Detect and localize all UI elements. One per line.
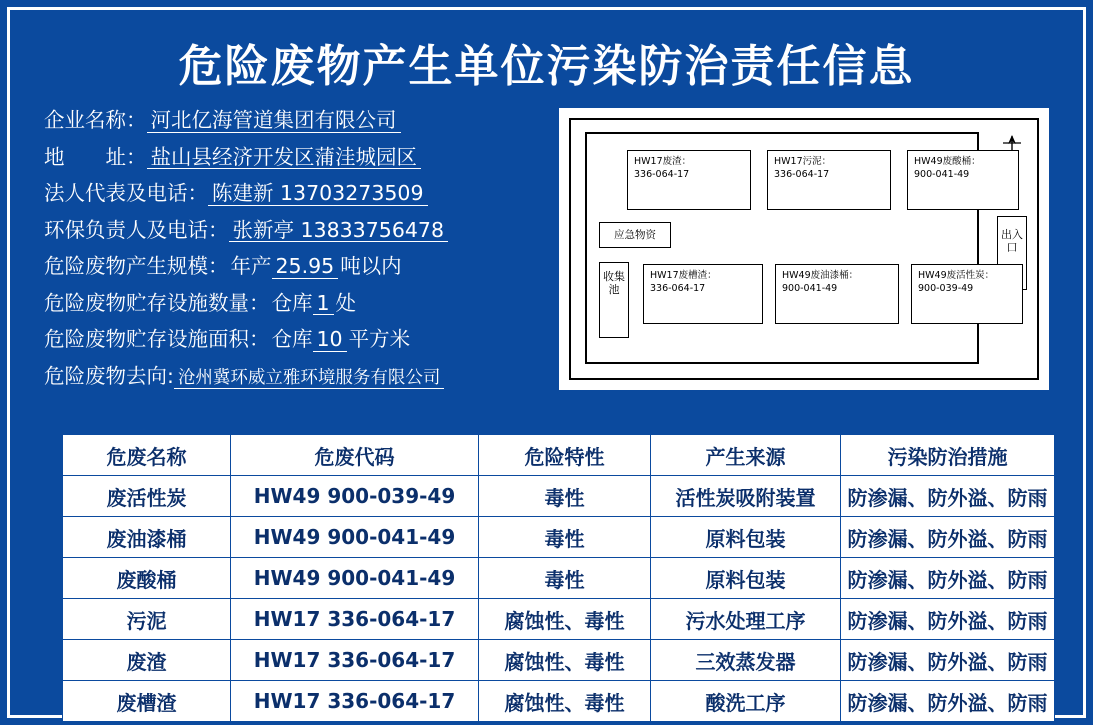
table-cell: HW49 900-039-49	[231, 476, 479, 517]
plan-cell-line1: HW49废油漆桶：	[782, 270, 859, 281]
table-cell: 废渣	[63, 640, 231, 681]
table-cell: 腐蚀性、毒性	[479, 640, 651, 681]
table-cell: HW17 336-064-17	[231, 599, 479, 640]
plan-cell-line2: 900-041-49	[782, 282, 838, 294]
field-prefix: 仓库	[271, 327, 313, 351]
field-label: 危险废物去向:	[44, 363, 174, 388]
field-company-name	[44, 110, 514, 133]
plan-cell-bottom-1	[643, 264, 763, 324]
table-row	[63, 599, 1055, 640]
field-label: 法人代表及电话：	[44, 181, 208, 205]
plan-cell-line2: 900-041-49	[914, 168, 970, 180]
table-cell: 防渗漏、防外溢、防雨	[841, 517, 1055, 558]
storage-layout-diagram	[559, 108, 1049, 390]
table-cell: 防渗漏、防外溢、防雨	[841, 681, 1055, 722]
table-cell: 防渗漏、防外溢、防雨	[841, 599, 1055, 640]
field-label: 危险废物产生规模：	[44, 254, 229, 278]
field-value: 陈建新 13703273509	[208, 183, 428, 206]
table-header-row	[63, 435, 1055, 476]
table-cell: 防渗漏、防外溢、防雨	[841, 640, 1055, 681]
table-header-cell: 污染防治措施	[841, 435, 1055, 476]
table-cell: 毒性	[479, 558, 651, 599]
field-label: 危险废物贮存设施面积：	[44, 327, 270, 351]
table-cell: 毒性	[479, 476, 651, 517]
exit-marker: 出入口	[997, 216, 1027, 290]
collection-pool-label: 收集池	[603, 270, 625, 296]
plan-cell-line1: HW17废槽渣：	[650, 270, 717, 281]
table-cell: 废油漆桶	[63, 517, 231, 558]
table-cell: 废酸桶	[63, 558, 231, 599]
board-inner-frame	[7, 7, 1086, 718]
content-area	[10, 110, 1083, 403]
plan-cell-bottom-3	[911, 264, 1023, 324]
field-storage-count	[44, 290, 514, 316]
hazardous-waste-table	[62, 434, 1055, 722]
field-value: 河北亿海管道集团有限公司	[147, 110, 401, 133]
table-cell: 防渗漏、防外溢、防雨	[841, 558, 1055, 599]
plan-cell-line1: HW49废酸桶：	[914, 156, 981, 167]
company-info-list	[44, 110, 514, 403]
field-prefix: 仓库	[271, 290, 313, 315]
table-header-cell: 产生来源	[651, 435, 841, 476]
table-cell: 腐蚀性、毒性	[479, 599, 651, 640]
waste-table-container	[62, 434, 1054, 722]
table-cell: 废槽渣	[63, 681, 231, 722]
table-cell: 污泥	[63, 599, 231, 640]
plan-cell-top-1	[627, 150, 751, 210]
field-value: 张新亭 13833756478	[229, 220, 449, 243]
field-address	[44, 144, 514, 170]
table-cell: 原料包装	[651, 517, 841, 558]
table-row	[63, 517, 1055, 558]
table-cell: HW17 336-064-17	[231, 681, 479, 722]
diagram-inner-frame	[585, 132, 995, 364]
plan-cell-bottom-2	[775, 264, 899, 324]
table-header-cell: 危废名称	[63, 435, 231, 476]
field-label: 危险废物贮存设施数量：	[44, 290, 270, 315]
table-header-cell: 危废代码	[231, 435, 479, 476]
plan-cell-line1: HW17污泥：	[774, 156, 832, 167]
table-cell: HW49 900-041-49	[231, 558, 479, 599]
table-row	[63, 640, 1055, 681]
table-header-cell: 危险特性	[479, 435, 651, 476]
collection-pool-marker	[599, 262, 629, 338]
plan-cell-line2: 336-064-17	[650, 282, 706, 294]
plan-cell-line2: 900-039-49	[918, 282, 974, 294]
field-label: 地 址：	[44, 144, 147, 169]
table-cell: 腐蚀性、毒性	[479, 681, 651, 722]
table-cell: 防渗漏、防外溢、防雨	[841, 476, 1055, 517]
field-env-officer	[44, 217, 514, 243]
plan-cell-line2: 336-064-17	[634, 168, 690, 180]
table-cell: 污水处理工序	[651, 599, 841, 640]
table-cell: HW17 336-064-17	[231, 640, 479, 681]
table-cell: 废活性炭	[63, 476, 231, 517]
page-title: 危险废物产生单位污染防治责任信息	[178, 41, 915, 92]
plan-cell-line2: 336-064-17	[774, 168, 830, 180]
field-waste-destination	[44, 363, 514, 390]
table-cell: HW49 900-041-49	[231, 517, 479, 558]
field-value: 10	[313, 329, 347, 352]
table-cell: 活性炭吸附装置	[651, 476, 841, 517]
table-row	[63, 681, 1055, 722]
field-storage-area	[44, 329, 514, 352]
table-row	[63, 476, 1055, 517]
field-label: 环保负责人及电话：	[44, 217, 229, 242]
field-value: 沧州冀环威立雅环境服务有限公司	[174, 370, 445, 390]
field-unit: 处	[335, 290, 357, 315]
table-row	[63, 558, 1055, 599]
field-label: 企业名称：	[44, 108, 147, 132]
emergency-supplies-marker: 应急物资	[599, 222, 671, 248]
field-value: 盐山县经济开发区蒲洼城园区	[147, 147, 422, 170]
field-unit: 吨以内	[340, 254, 402, 278]
table-cell: 原料包装	[651, 558, 841, 599]
field-generation-scale	[44, 256, 514, 279]
plan-cell-line1: HW49废活性炭：	[918, 270, 995, 281]
plan-cell-top-2	[767, 150, 891, 210]
field-unit: 平方米	[348, 327, 411, 351]
table-cell: 毒性	[479, 517, 651, 558]
table-cell: 三效蒸发器	[651, 640, 841, 681]
plan-cell-top-3	[907, 150, 1019, 210]
diagram-outer-frame	[569, 118, 1039, 380]
field-value: 1	[313, 293, 334, 316]
field-legal-rep	[44, 183, 514, 206]
table-cell: 酸洗工序	[651, 681, 841, 722]
plan-cell-line1: HW17废渣：	[634, 156, 692, 167]
field-value: 25.95	[272, 256, 339, 279]
field-prefix: 年产	[230, 254, 272, 278]
